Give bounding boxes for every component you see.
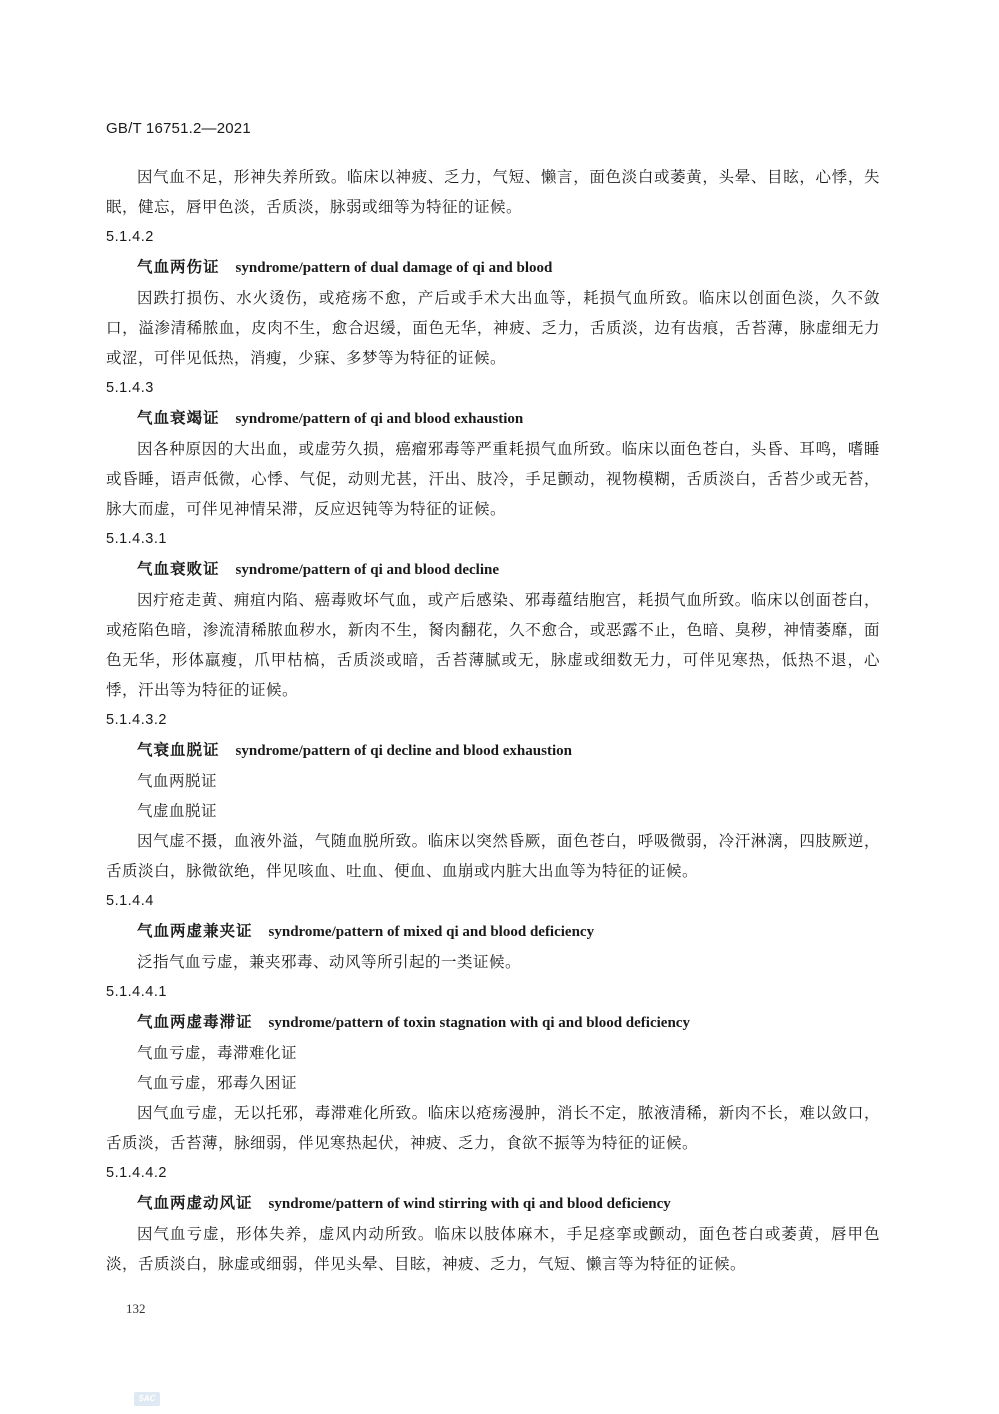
clause-number: 5.1.4.4: [106, 893, 154, 909]
term-english: syndrome/pattern of dual damage of qi and blood: [235, 260, 553, 276]
term-english: syndrome/pattern of mixed qi and blood deficiency: [268, 924, 595, 940]
definition-paragraph: 因各种原因的大出血，或虚劳久损，癌瘤邪毒等严重耗损气血所致。临床以面色苍白，头昏、耳鸣，嗜睡或昏睡，语声低微，心悸、气促，动则尤甚，汗出、肢冷，手足颤动，视物模糊，舌质淡白，舌苔少或无苔，脉大而虚，可伴见神情呆滞，反应迟钝等为特征的证候。: [106, 440, 880, 518]
term-chinese: 气衰血脱证: [137, 740, 220, 759]
publisher-logo: SAC: [134, 1392, 160, 1406]
term-heading: [106, 403, 880, 434]
definition-paragraph: 因气虚不摄，血液外溢，气随血脱所致。临床以突然昏厥，面色苍白，呼吸微弱，冷汗淋漓，四肢厥逆，舌质淡白，脉微欲绝，伴见咳血、吐血、便血、血崩或内脏大出血等为特征的证候。: [106, 832, 880, 880]
term-heading: [106, 1007, 880, 1038]
term-heading: [106, 735, 880, 766]
clause-number: 5.1.4.3: [106, 380, 154, 396]
definition-paragraph: 因气血亏虚，无以托邪，毒滞难化所致。临床以疮疡漫肿，消长不定，脓液清稀，新肉不长，难以敛口，舌质淡，舌苔薄，脉细弱，伴见寒热起伏，神疲、乏力，食欲不振等为特征的证候。: [106, 1104, 880, 1152]
term-chinese: 气血两虚毒滞证: [137, 1012, 253, 1031]
synonym-term: 气血亏虚，邪毒久困证: [137, 1074, 298, 1092]
clause-number: 5.1.4.3.1: [106, 531, 167, 547]
term-chinese: 气血衰败证: [137, 559, 220, 578]
definition-paragraph: 因疔疮走黄、痈疽内陷、癌毒败坏气血，或产后感染、邪毒蕴结胞宫，耗损气血所致。临床以创面苍白，或疮陷色暗，渗流清稀脓血秽水，新肉不生，胬肉翻花，久不愈合，或恶露不止，色暗、臭秽，神情萎靡，面色无华，形体羸瘦，爪甲枯槁，舌质淡或暗，舌苔薄腻或无，脉虚或细数无力，可伴见寒热，低热不退，心悸，汗出等为特征的证候。: [106, 591, 880, 699]
definition-paragraph: 因气血亏虚，形体失养，虚风内动所致。临床以肢体麻木，手足痉挛或颤动，面色苍白或萎黄，唇甲色淡，舌质淡白，脉虚或细弱，伴见头晕、目眩，神疲、乏力，气短、懒言等为特征的证候。: [106, 1225, 880, 1273]
term-english: syndrome/pattern of qi and blood exhaustion: [235, 411, 524, 427]
term-heading: [106, 916, 880, 947]
document-body: [106, 162, 880, 1279]
synonym-term: 气虚血脱证: [137, 802, 218, 820]
term-heading: [106, 554, 880, 585]
definition-paragraph: 泛指气血亏虚，兼夹邪毒、动风等所引起的一类证候。: [137, 953, 522, 971]
term-heading: [106, 1188, 880, 1219]
term-english: syndrome/pattern of qi and blood decline: [235, 562, 500, 578]
clause-number: 5.1.4.2: [106, 229, 154, 245]
term-chinese: 气血两虚兼夹证: [137, 921, 253, 940]
term-chinese: 气血两伤证: [137, 257, 220, 276]
synonym-term: 气血亏虚，毒滞难化证: [137, 1044, 298, 1062]
definition-paragraph: 因气血不足，形神失养所致。临床以神疲、乏力，气短、懒言，面色淡白或萎黄，头晕、目眩，心悸，失眠，健忘，唇甲色淡，舌质淡，脉弱或细等为特征的证候。: [106, 168, 880, 216]
clause-number: 5.1.4.4.2: [106, 1165, 167, 1181]
term-heading: [106, 252, 880, 283]
term-chinese: 气血两虚动风证: [137, 1193, 253, 1212]
synonym-term: 气血两脱证: [137, 772, 218, 790]
term-english: syndrome/pattern of qi decline and blood exhaustion: [235, 743, 572, 759]
standard-code: GB/T 16751.2—2021: [106, 120, 251, 137]
term-english: syndrome/pattern of wind stirring with qi and blood deficiency: [268, 1196, 671, 1212]
term-chinese: 气血衰竭证: [137, 408, 220, 427]
definition-paragraph: 因跌打损伤、水火烫伤，或疮疡不愈，产后或手术大出血等，耗损气血所致。临床以创面色淡，久不敛口，溢渗清稀脓血，皮肉不生，愈合迟缓，面色无华，神疲、乏力，舌质淡，边有齿痕，舌苔薄，脉虚细无力或涩，可伴见低热，消瘦，少寐、多梦等为特征的证候。: [106, 289, 880, 367]
clause-number: 5.1.4.4.1: [106, 984, 167, 1000]
term-english: syndrome/pattern of toxin stagnation with qi and blood deficiency: [268, 1015, 690, 1031]
clause-number: 5.1.4.3.2: [106, 712, 167, 728]
page-number: 132: [126, 1301, 146, 1316]
